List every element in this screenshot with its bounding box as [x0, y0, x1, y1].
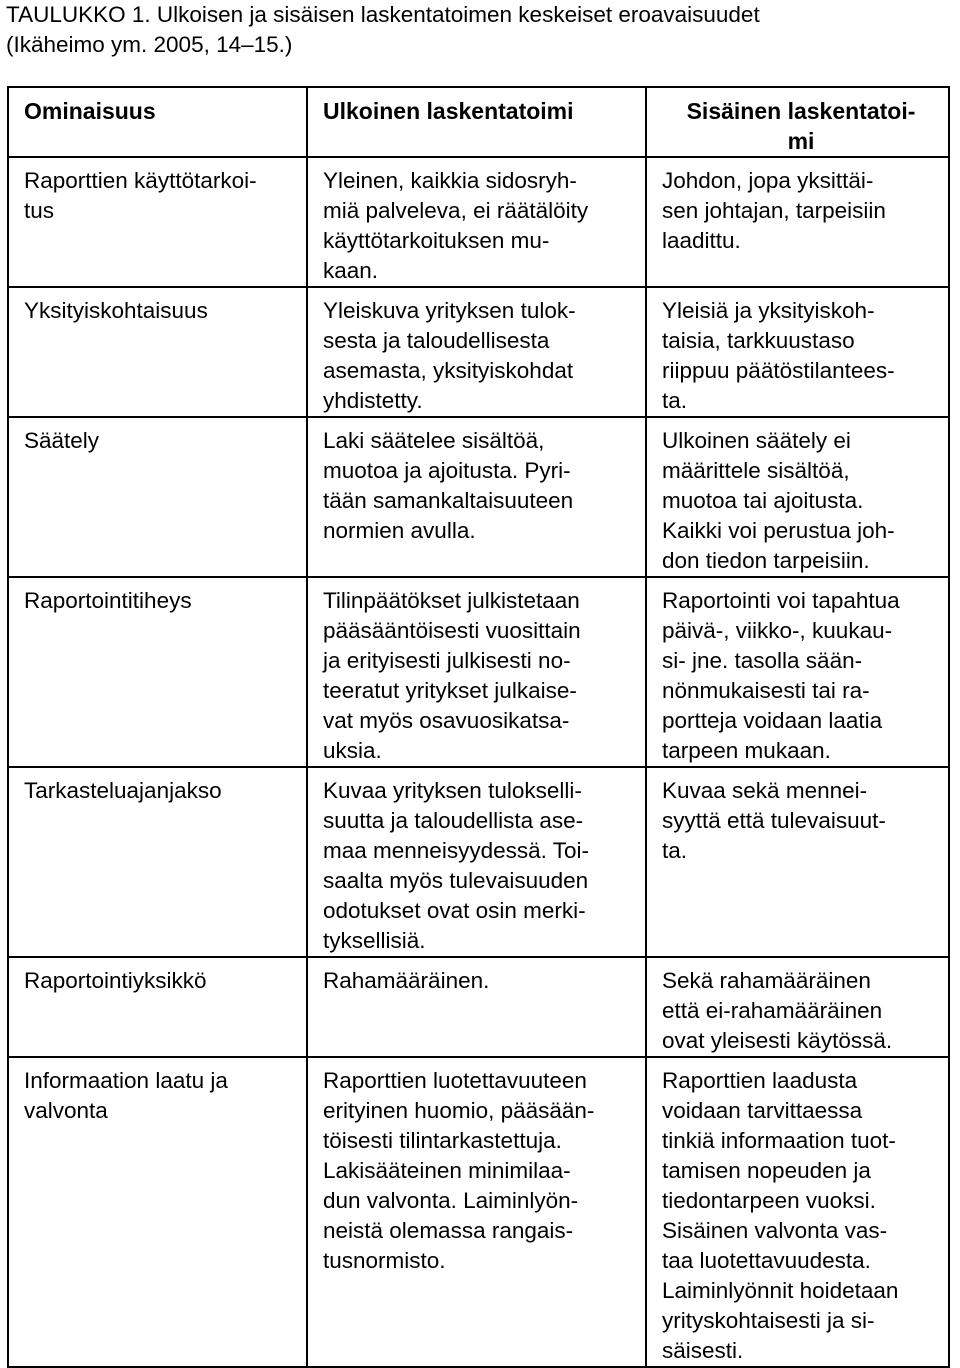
table-row: [8, 417, 949, 577]
internal-cell: Kuvaa sekä mennei- syyttä että tulevaisuut- ta.: [646, 767, 949, 957]
internal-cell: Raportointi voi tapahtua päivä-, viikko-, kuukau- si- jne. tasolla sään- nönmukaisesti tai ra- portteja voidaan laatia tarpeen mukaan.: [646, 577, 949, 767]
external-cell: Laki säätelee sisältöä, muotoa ja ajoitusta. Pyri- tään samankaltaisuuteen normien avulla.: [307, 417, 646, 577]
external-cell: Tilinpäätökset julkistetaan pääsääntöisesti vuosittain ja erityisesti julkisesti no- teeratut yritykset julkaise- vat myös osavuosikatsa- uksia.: [307, 577, 646, 767]
feature-cell: Tarkasteluajanjakso: [8, 767, 307, 957]
table-row: [8, 767, 949, 957]
header-feature: Ominaisuus: [8, 87, 307, 157]
table-header-row: [8, 87, 949, 157]
header-internal-accounting: Sisäinen laskentatoi- mi: [646, 87, 949, 157]
feature-cell: Raportointiyksikkö: [8, 957, 307, 1057]
internal-cell: Ulkoinen säätely ei määrittele sisältöä, muotoa tai ajoitusta. Kaikki voi perustua joh- don tiedon tarpeisiin.: [646, 417, 949, 577]
internal-cell: Raporttien laadusta voidaan tarvittaessa tinkiä informaation tuot- tamisen nopeuden ja tiedontarpeen vuoksi. Sisäinen valvonta vas- taa luotettavuudesta. Laiminlyönnit hoidetaan yrityskohtaisesti ja si- säisesti.: [646, 1057, 949, 1367]
header-external-accounting: Ulkoinen laskentatoimi: [307, 87, 646, 157]
external-cell: Rahamääräinen.: [307, 957, 646, 1057]
table-row: [8, 577, 949, 767]
external-cell: Yleinen, kaikkia sidosryh- miä palveleva, ei räätälöity käyttötarkoituksen mu- kaan.: [307, 157, 646, 287]
table-row: [8, 157, 949, 287]
feature-cell: Säätely: [8, 417, 307, 577]
table-row: [8, 957, 949, 1057]
internal-cell: Johdon, jopa yksittäi- sen johtajan, tarpeisiin laadittu.: [646, 157, 949, 287]
internal-cell: Yleisiä ja yksityiskoh- taisia, tarkkuustaso riippuu päätöstilantees- ta.: [646, 287, 949, 417]
table-caption: TAULUKKO 1. Ulkoisen ja sisäisen laskentatoimen keskeiset eroavaisuudet (Ikäheimo ym. 2005, 14–15.): [6, 2, 760, 57]
feature-cell: Yksityiskohtaisuus: [8, 287, 307, 417]
table-row: [8, 287, 949, 417]
table-row: [8, 1057, 949, 1367]
feature-cell: Raporttien käyttötarkoi- tus: [8, 157, 307, 287]
internal-cell: Sekä rahamääräinen että ei-rahamääräinen ovat yleisesti käytössä.: [646, 957, 949, 1057]
comparison-table: [7, 86, 950, 1368]
feature-cell: Raportointitiheys: [8, 577, 307, 767]
external-cell: Raporttien luotettavuuteen erityinen huomio, pääsään- töisesti tilintarkastettuja. Lakisääteinen minimilaa- dun valvonta. Laiminlyön- neistä olemassa rangais- tusnormisto.: [307, 1057, 646, 1367]
feature-cell: Informaation laatu ja valvonta: [8, 1057, 307, 1367]
external-cell: Kuvaa yrityksen tulokselli- suutta ja taloudellista ase- maa menneisyydessä. Toi- saalta myös tulevaisuuden odotukset ovat osin merki- tyksellisiä.: [307, 767, 646, 957]
external-cell: Yleiskuva yrityksen tulok- sesta ja taloudellisesta asemasta, yksityiskohdat yhdistetty.: [307, 287, 646, 417]
